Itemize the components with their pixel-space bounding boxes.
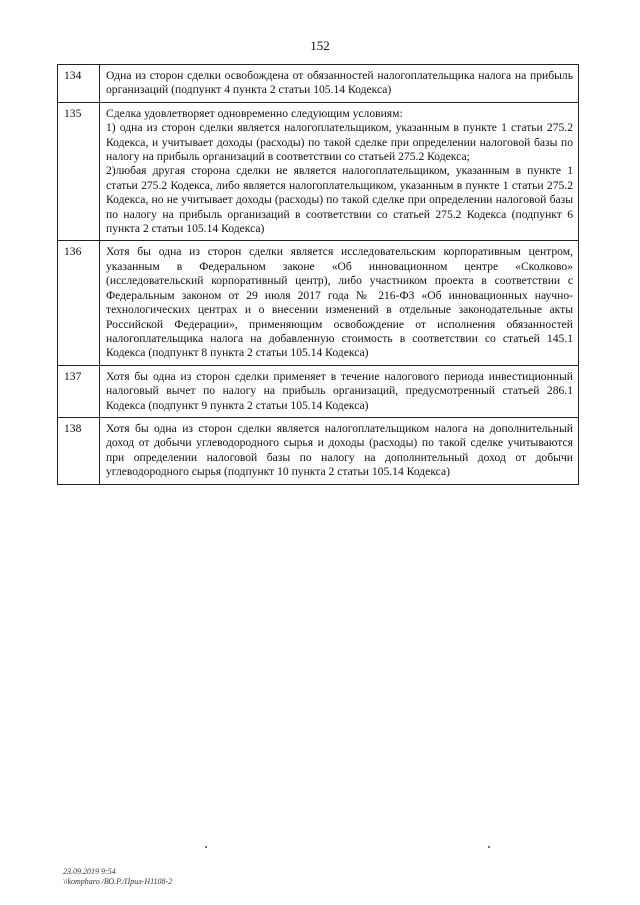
scan-speck	[205, 846, 207, 848]
row-paragraph: Хотя бы одна из сторон сделки является налогоплательщиком налога на дополнительный доход от добычи углеводородного сырья и доходы (расходы) по такой сделке учитываются при определении налоговой базы по налогу на дополнительный доход от добычи углеводородного сырья (подпункт 10 пункта 2 статьи 105.14 Кодекса)	[106, 421, 573, 479]
row-paragraph: 1) одна из сторон сделки является налогоплательщиком, указанным в пункте 1 статьи 275.2 Кодекса, и учитывает доходы (расходы) по такой сделке при определении налоговой базы по налогу на прибыль организаций в соответствии со статьей 275.2 Кодекса;	[106, 121, 573, 164]
row-text	[100, 65, 579, 103]
row-text	[100, 417, 579, 484]
row-paragraph: 2)любая другая сторона сделки не является налогоплательщиком, указанным в пункте 1 статьи 275.2 Кодекса, либо является налогоплательщиком, указанным в пункте 1 статьи 275.2 Кодекса, но не учитывает доходы (расходы) по такой сделке при определении налоговой базы по налогу на прибыль организаций в соответствии со статьей 275.2 Кодекса (подпункт 6 пункта 2 статьи 105.14 Кодекса)	[106, 164, 573, 236]
row-number: 137	[58, 365, 100, 417]
row-paragraph: Сделка удовлетворяет одновременно следующим условиям:	[106, 106, 403, 120]
criteria-table	[57, 64, 579, 485]
row-number: 134	[58, 65, 100, 103]
table-row	[58, 102, 579, 241]
page-number: 152	[310, 38, 330, 53]
row-paragraph: Хотя бы одна из сторон сделки является исследовательским корпоративным центром, указанным в Федеральном законе «Об инновационном центре «Сколково» (исследовательский корпоративный центр), либо участником проекта в соответствии с Федеральным законом от 29 июля 2017 года № 216-ФЗ «Об инновационных научно-технологических центрах и о внесении изменений в отдельные законодательные акты Российской Федерации», применяющим освобождение от исполнения обязанностей налогоплательщика налога на добавленную стоимость в соответствии со статьей 145.1 Кодекса (подпункт 8 пункта 2 статьи 105.14 Кодекса)	[106, 245, 573, 360]
row-text	[100, 365, 579, 417]
row-text	[100, 102, 579, 241]
table-body	[58, 65, 579, 485]
table-row	[58, 365, 579, 417]
footer-reference: \\kompharo /ВО.Р./Прил-Н1108-2	[63, 877, 173, 886]
row-number: 136	[58, 241, 100, 365]
row-paragraph: Хотя бы одна из сторон сделки применяет в течение налогового периода инвестиционный налоговый вычет по налогу на прибыль организаций, предусмотренный статьей 286.1 Кодекса (подпункт 9 пункта 2 статьи 105.14 Кодекса)	[106, 369, 573, 412]
table-row	[58, 241, 579, 365]
row-number: 138	[58, 417, 100, 484]
table-row	[58, 417, 579, 484]
footer	[63, 867, 172, 887]
footer-timestamp: 23.09.2019 9:54	[63, 867, 116, 876]
row-text	[100, 241, 579, 365]
table-row	[58, 65, 579, 103]
row-paragraph: Одна из сторон сделки освобождена от обязанностей налогоплательщика налога на прибыль организаций (подпункт 4 пункта 2 статьи 105.14 Кодекса)	[106, 69, 573, 97]
scan-speck	[488, 846, 490, 848]
row-number: 135	[58, 102, 100, 241]
